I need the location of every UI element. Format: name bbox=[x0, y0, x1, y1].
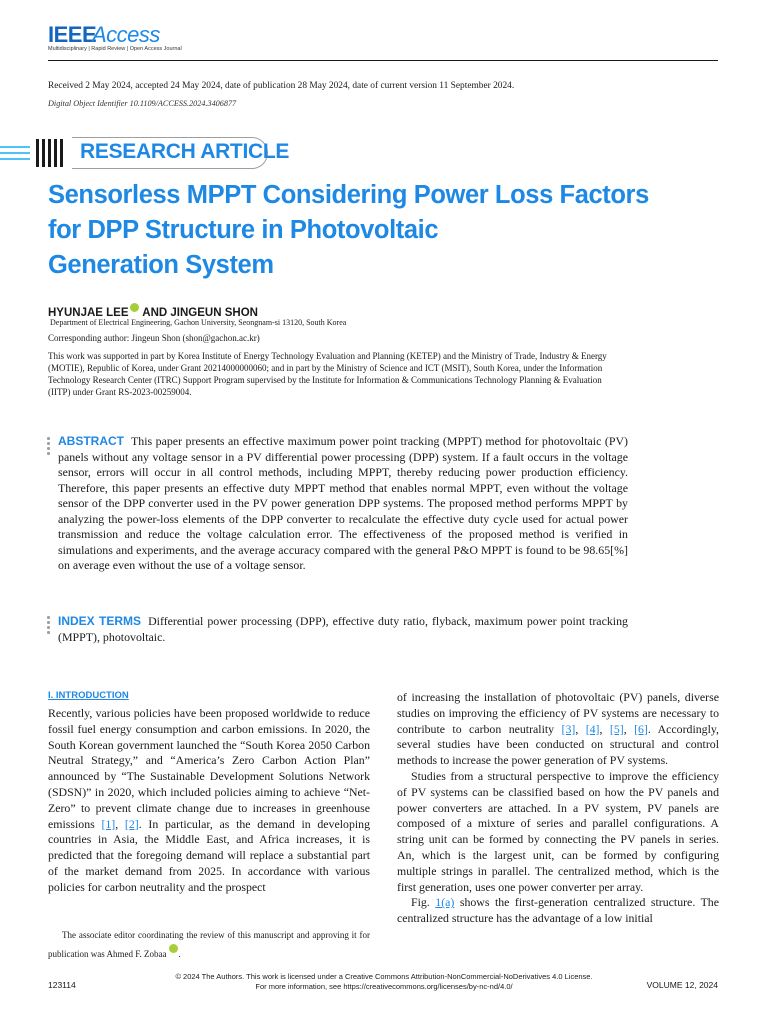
index-terms-text: Differential power processing (DPP), effective duty ratio, flyback, maximum power point tracking (MPPT), photovoltaic. bbox=[58, 614, 628, 644]
publication-dates: Received 2 May 2024, accepted 24 May 2024, date of publication 28 May 2024, date of current version 11 September 2024. bbox=[48, 81, 515, 91]
volume-info: VOLUME 12, 2024 bbox=[646, 980, 718, 990]
abstract-label: ABSTRACT bbox=[58, 434, 124, 448]
paragraph-text: Recently, various policies have been proposed worldwide to reduce fossil fuel energy consumption and carbon emissions. In 2020, the South Korean government launched the “South Korea 2050 Carbon Neutral Strategy,” and “America’s Zero Carbon Action Plan” announced by “The Sustainable Development Solutions Network (SDSN)” in 2020, which included policies aiming to achieve “Net-Zero” to prevent climate change due to increases in greenhouse emissions bbox=[48, 706, 370, 831]
title-line: Sensorless MPPT Considering Power Loss Factors bbox=[48, 181, 649, 209]
author-list bbox=[48, 303, 258, 319]
header-divider bbox=[48, 60, 718, 61]
funding-statement: This work was supported in part by Korea Institute of Energy Technology Evaluation and Planning (KETEP) and the Ministry of Trade, Industry & Energy (MOTIE), Republic of Korea, under Grant 20214000000060; and in part by the Ministry of Science and ICT (MSIT), South Korea, under the Information Technology Research Center (ITRC) Support Program supervised by the Institute for Information & Communications Technology Planning & Evaluation (IITP) under Grant RS-2023-00259004. bbox=[48, 351, 607, 397]
abstract-dots-icon bbox=[47, 437, 50, 457]
abstract-text: This paper presents an effective maximum power point tracking (MPPT) method for photovoltaic (PV) panels without any voltage sensor in a PV differential power processing (DPP) system. If a fault occurs in the voltage sensor, errors will occur in all control methods, including MPPT, thereby reducing power production efficiency. Therefore, this paper presents an effective duty MPPT method that enables normal MPPT, even without the voltage sensor of the DPP converter used in the PV power generation DPP systems. The proposed method performs MPPT by analyzing the power-loss elements of the DPP converter to recalculate the effective duty cycle used for actual power transmission and reduce the voltage calculation error. The effectiveness of the proposed method is verified in simulations and experiments, and the average accuracy compared with the general P&O MPPT is found to be 98.65[%] on average even without the use of a voltage sensor. bbox=[58, 434, 628, 572]
separator: , bbox=[599, 721, 610, 736]
citation-link[interactable]: [6] bbox=[634, 721, 648, 736]
separator: , bbox=[115, 816, 125, 831]
orcid-icon[interactable] bbox=[130, 303, 139, 312]
citation-link[interactable]: [1] bbox=[101, 816, 116, 831]
title-line: for DPP Structure in Photovoltaic bbox=[48, 216, 439, 244]
corresponding-author: Corresponding author: Jingeun Shon (shon@gachon.ac.kr) bbox=[48, 333, 260, 343]
body-paragraph bbox=[48, 706, 370, 896]
doi[interactable]: Digital Object Identifier 10.1109/ACCESS.2024.3406877 bbox=[48, 99, 237, 108]
citation-link[interactable]: [4] bbox=[585, 721, 600, 736]
license-link[interactable]: For more information, see https://creativecommons.org/licenses/by-nc-nd/4.0/ bbox=[255, 982, 513, 991]
paragraph-text: . In particular, as the demand in developing countries in Asia, the Middle East, and Africa increases, it is predicted that the foregoing demand will replace a substantial part of the market demand from 2025. In accordance with various policies for carbon neutrality and the prospect bbox=[48, 816, 371, 894]
body-paragraph: Studies from a structural perspective to improve the efficiency of PV systems can be classified based on how the PV panels and power converters are attached. In a PV system, PV panels are composed of a mixture of series and parallel configurations. A string unit can be formed by connecting the PV panels in series. An, which is the largest unit, can be formed by configuring multiple strings in parallel. The centralized method, which is the first generation, uses one power converter per array. bbox=[397, 768, 719, 894]
right-column bbox=[397, 690, 719, 927]
paragraph-text: shows the first-generation centralized structure. The centralized structure has the advantage of a low initial bbox=[397, 895, 719, 926]
footnote-text: The associate editor coordinating the review of this manuscript and approving it for publication was Ahmed F. Zobaa bbox=[48, 930, 370, 959]
abstract bbox=[58, 434, 628, 574]
orcid-icon[interactable] bbox=[169, 944, 178, 953]
author-name[interactable]: AND JINGEUN SHON bbox=[139, 307, 258, 319]
editor-footnote: The associate editor coordinating the review of this manuscript and approving it for publication was Ahmed F. Zobaa . bbox=[48, 930, 370, 959]
index-terms-dots-icon bbox=[47, 616, 50, 636]
paper-title bbox=[48, 178, 668, 283]
logo-access-text: Access bbox=[92, 22, 160, 47]
separator: , bbox=[575, 721, 586, 736]
logo-ieee-text: IEEE bbox=[48, 22, 97, 47]
logo-tagline: Multidisciplinary | Rapid Review | Open Access Journal bbox=[48, 46, 182, 52]
citation-link[interactable]: [5] bbox=[609, 721, 624, 736]
page-number: 123114 bbox=[48, 980, 76, 990]
citation-link[interactable]: [2] bbox=[124, 816, 139, 831]
paragraph-text: . Accordingly, several studies have been conducted on structural and control methods to increase the power generation of PV systems. bbox=[397, 721, 719, 768]
article-type-label: RESEARCH ARTICLE bbox=[80, 140, 290, 163]
index-terms bbox=[58, 614, 628, 645]
body-paragraph bbox=[397, 895, 719, 927]
index-terms-label: INDEX TERMS bbox=[58, 614, 142, 628]
license-line: © 2024 The Authors. This work is licensed under a Creative Commons Attribution-NonCommercial-NoDerivatives 4.0 License. bbox=[175, 972, 593, 981]
paragraph-text: of increasing the installation of photovoltaic (PV) panels, diverse studies on improving the efficiency of PV systems are necessary to contribute to carbon neutrality bbox=[397, 690, 719, 736]
body-paragraph bbox=[397, 690, 719, 769]
title-line: Generation System bbox=[48, 251, 274, 279]
affiliation: Department of Electrical Engineering, Gachon University, Seongnam-si 13120, South Korea bbox=[50, 318, 347, 327]
banner-stripes-icon bbox=[0, 137, 66, 169]
figure-link[interactable]: 1(a) bbox=[435, 895, 455, 910]
citation-link[interactable]: [3] bbox=[561, 721, 576, 736]
left-column bbox=[48, 706, 370, 896]
separator: , bbox=[623, 721, 635, 736]
section-heading[interactable]: I. INTRODUCTION bbox=[48, 690, 129, 701]
paragraph-text: Fig. bbox=[411, 895, 436, 910]
author-name[interactable]: HYUNJAE LEE bbox=[48, 307, 129, 319]
